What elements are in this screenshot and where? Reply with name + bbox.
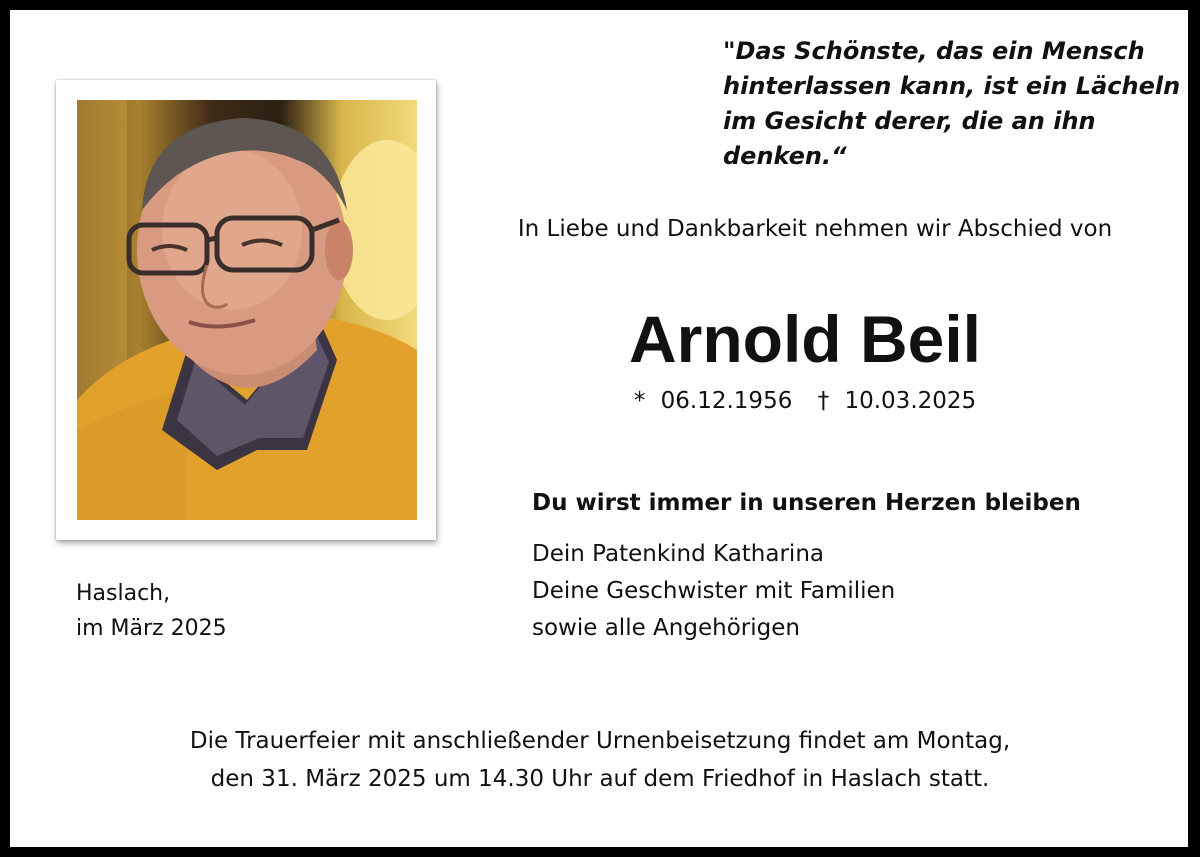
quote-line: denken.“ xyxy=(723,142,847,170)
birth-date: 06.12.1956 xyxy=(660,388,793,414)
quote-line: im Gesicht derer, die an ihn xyxy=(723,107,1096,135)
mourners-list xyxy=(532,536,895,647)
service-line: Die Trauerfeier mit anschließender Urnenbeisetzung findet am Montag, xyxy=(189,728,1011,754)
date-line: im März 2025 xyxy=(76,616,227,641)
quote-line: "Das Schönste, das ein Mensch xyxy=(723,37,1145,65)
birth-symbol: * xyxy=(633,388,646,414)
motto: Du wirst immer in unseren Herzen bleiben xyxy=(532,490,1081,516)
death-date: 10.03.2025 xyxy=(844,388,977,414)
cross-symbol: † xyxy=(817,388,830,414)
life-dates xyxy=(420,388,1190,414)
place-line: Haslach, xyxy=(76,581,171,606)
portrait-frame xyxy=(56,80,436,540)
farewell-intro: In Liebe und Dankbarkeit nehmen wir Abschied von xyxy=(517,216,1113,242)
portrait-photo xyxy=(77,100,417,520)
mourner-line: sowie alle Angehörigen xyxy=(532,615,800,641)
service-line: den 31. März 2025 um 14.30 Uhr auf dem Friedhof in Haslach statt. xyxy=(210,766,990,792)
service-notice xyxy=(0,722,1200,798)
mourner-line: Dein Patenkind Katharina xyxy=(532,541,824,567)
mourner-line: Deine Geschwister mit Familien xyxy=(532,578,896,604)
memorial-quote xyxy=(723,34,1181,174)
place-and-date xyxy=(76,576,227,646)
deceased-name: Arnold Beil xyxy=(628,302,981,376)
portrait-illustration xyxy=(77,100,417,520)
quote-line: hinterlassen kann, ist ein Lächeln xyxy=(723,72,1181,100)
